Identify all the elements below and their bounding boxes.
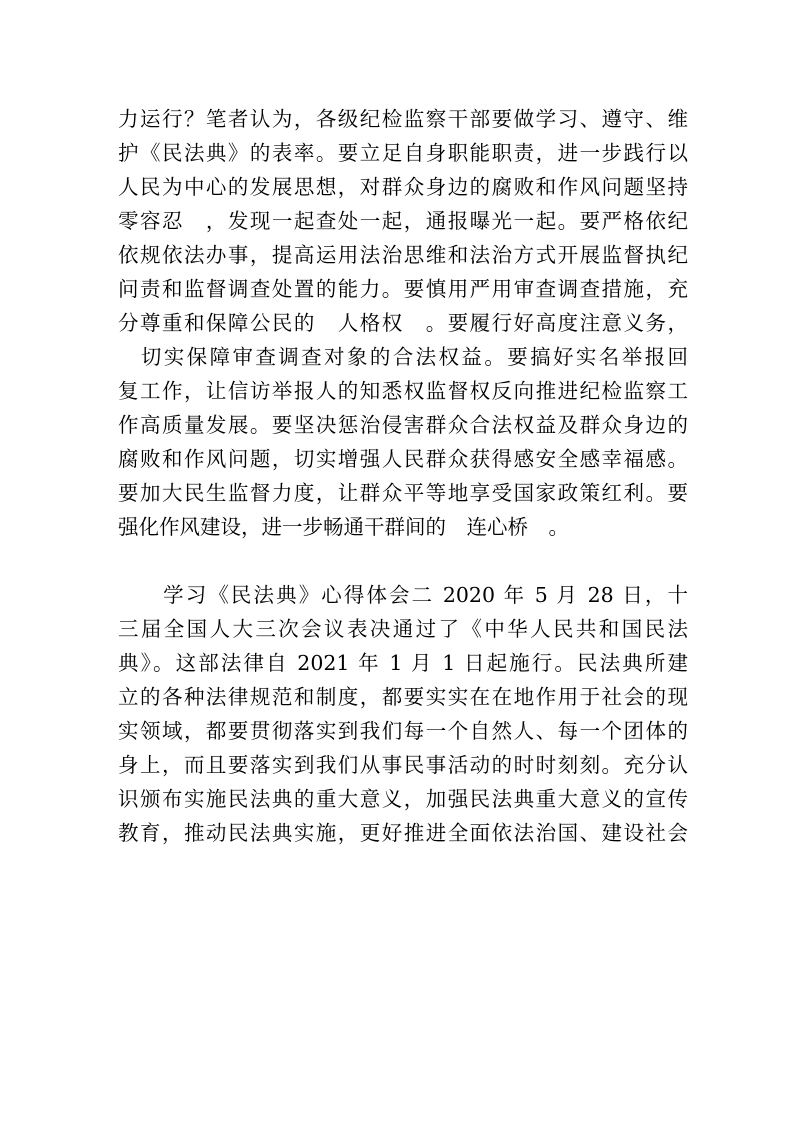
text-line-3: 人民为中心的发展思想，对群众身边的腐败和作风问题坚持	[118, 175, 688, 199]
text-line-5: 依规依法办事，提高运用法治思维和法治方式开展监督执纪	[118, 243, 688, 267]
text-line-14: 学习《民法典》心得体会二 2020 年 5 月 28 日，十	[118, 583, 688, 607]
text-line-20: 识颁布实施民法典的重大意义，加强民法典重大意义的宣传	[118, 787, 688, 811]
text-line-12: 要加大民生监督力度，让群众平等地享受国家政策红利。要	[118, 481, 688, 505]
text-line-17: 立的各种法律规范和制度，都要实实在在地作用于社会的现	[118, 685, 688, 709]
text-line-19: 身上，而且要落实到我们从事民事活动的时时刻刻。充分认	[118, 753, 688, 777]
text-line-7: 分尊重和保障公民的 人格权 。要履行好高度注意义务，	[118, 311, 688, 335]
text-line-18: 实领域，都要贯彻落实到我们每一个自然人、每一个团体的	[118, 719, 688, 743]
text-line-10: 作高质量发展。要坚决惩治侵害群众合法权益及群众身边的	[118, 413, 688, 437]
text-line-16: 典》。这部法律自 2021 年 1 月 1 日起施行。民法典所建	[118, 651, 688, 675]
text-line-8: 切实保障审查调查对象的合法权益。要搞好实名举报回	[118, 345, 688, 369]
text-line-11: 腐败和作风问题，切实增强人民群众获得感安全感幸福感。	[118, 447, 688, 471]
text-line-15: 三届全国人大三次会议表决通过了《中华人民共和国民法	[118, 617, 688, 641]
text-line-21: 教育，推动民法典实施，更好推进全面依法治国、建设社会	[118, 821, 688, 845]
text-line-9: 复工作，让信访举报人的知悉权监督权反向推进纪检监察工	[118, 379, 688, 403]
text-line-2: 护《民法典》的表率。要立足自身职能职责，进一步践行以	[118, 141, 688, 165]
text-line-1: 力运行？笔者认为，各级纪检监察干部要做学习、遵守、维	[118, 107, 688, 131]
text-line-4: 零容忍 ，发现一起查处一起，通报曝光一起。要严格依纪	[118, 209, 688, 233]
text-line-6: 问责和监督调查处置的能力。要慎用严用审查调查措施，充	[118, 277, 688, 301]
text-line-13: 强化作风建设，进一步畅通干群间的 连心桥 。	[118, 515, 569, 539]
